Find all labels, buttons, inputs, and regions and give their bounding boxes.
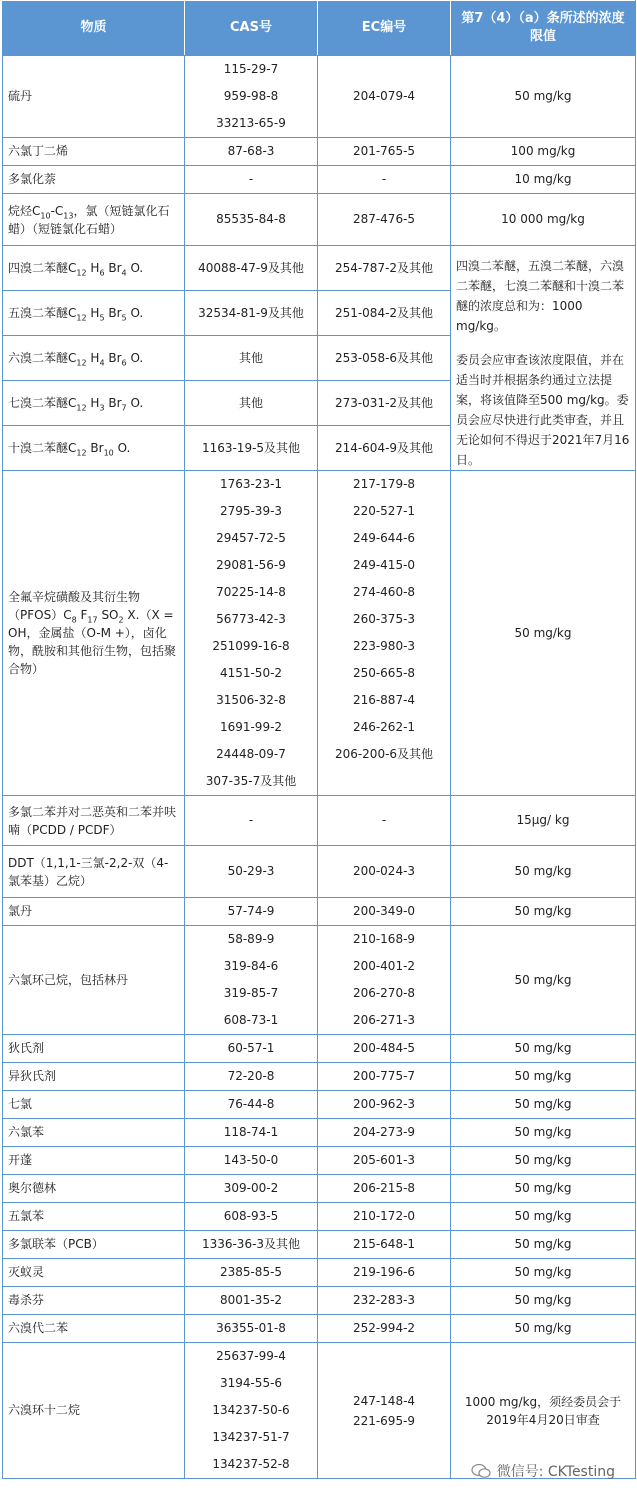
limit-cell: 10 000 mg/kg bbox=[451, 194, 636, 246]
cas-number: 2795-39-3 bbox=[219, 504, 283, 518]
ec-cell: 204-079-4 bbox=[318, 56, 451, 138]
cas-number: 959-98-8 bbox=[223, 89, 279, 103]
ec-cell: 200-775-7 bbox=[318, 1063, 451, 1091]
subscript: 12 bbox=[76, 357, 87, 367]
cas-cell: 87-68-3 bbox=[185, 138, 318, 166]
header-limit-line1: 第7（4）（a）条所述的浓度 bbox=[461, 11, 625, 26]
formula-text: O. bbox=[130, 305, 144, 320]
table-row bbox=[3, 1063, 636, 1091]
formula-text: H bbox=[90, 305, 100, 320]
substance-cell: 毒杀芬 bbox=[3, 1287, 185, 1315]
substance-cell bbox=[3, 426, 185, 471]
limit-cell: 100 mg/kg bbox=[451, 138, 636, 166]
formula-text: X.（X = OH，金属盐（O-M +），卤化物，酰胺和其他衍生物，包括聚合物） bbox=[8, 608, 177, 676]
limit-cell: 1000 mg/kg，须经委员会于2019年4月20日审查 bbox=[451, 1343, 636, 1479]
subscript: 6 bbox=[99, 267, 105, 277]
table-row bbox=[3, 138, 636, 166]
cas-number: 25637-99-4 bbox=[216, 1349, 286, 1363]
header-limit bbox=[451, 1, 636, 56]
limit-cell: 50 mg/kg bbox=[451, 1231, 636, 1259]
ec-cell: 205-601-3 bbox=[318, 1147, 451, 1175]
cas-cell bbox=[185, 56, 318, 138]
formula-text: ，氯（短链氯化石蜡）（短链氯化石蜡） bbox=[8, 203, 170, 236]
subscript: 6 bbox=[121, 357, 127, 367]
ec-cell: 200-349-0 bbox=[318, 898, 451, 926]
ec-number: 200-401-2 bbox=[352, 959, 416, 973]
cas-cell bbox=[185, 926, 318, 1035]
substance-cell bbox=[3, 471, 185, 796]
cas-cell: 309-00-2 bbox=[185, 1175, 318, 1203]
ec-number: 250-665-8 bbox=[352, 666, 416, 680]
subscript: 13 bbox=[63, 210, 74, 220]
table-row bbox=[3, 846, 636, 898]
limit-cell: 50 mg/kg bbox=[451, 1287, 636, 1315]
subscript: 10 bbox=[40, 210, 51, 220]
cas-cell: - bbox=[185, 796, 318, 846]
subscript: 4 bbox=[99, 357, 105, 367]
ec-cell bbox=[318, 1343, 451, 1479]
substance-cell: 六氯环己烷，包括林丹 bbox=[3, 926, 185, 1035]
substance-cell: DDT（1,1,1-三氯-2,2-双（4-氯苯基）乙烷） bbox=[3, 846, 185, 898]
subscript: 17 bbox=[87, 615, 98, 625]
header-substance: 物质 bbox=[3, 1, 185, 56]
watermark-text: 微信号: CKTesting bbox=[496, 1464, 615, 1480]
subscript: 12 bbox=[76, 447, 87, 457]
ec-cell: 252-994-2 bbox=[318, 1315, 451, 1343]
formula-text: 五溴二苯醚C bbox=[8, 305, 77, 320]
ec-number: 220-527-1 bbox=[352, 504, 416, 518]
cas-number: 29457-72-5 bbox=[216, 531, 286, 545]
cas-cell: 其他 bbox=[185, 381, 318, 426]
formula-text: H bbox=[90, 350, 100, 365]
wechat-icon bbox=[471, 1464, 491, 1478]
cas-cell: 2385-85-5 bbox=[185, 1259, 318, 1287]
limit-cell: 50 mg/kg bbox=[451, 1259, 636, 1287]
ec-number: 223-980-3 bbox=[352, 639, 416, 653]
ec-cell: - bbox=[318, 166, 451, 194]
formula-text: O. bbox=[130, 260, 144, 275]
ec-number: 206-200-6及其他 bbox=[334, 747, 434, 761]
table-row bbox=[3, 1259, 636, 1287]
ec-cell: 214-604-9及其他 bbox=[318, 426, 451, 471]
substance-cell: 六氯丁二烯 bbox=[3, 138, 185, 166]
table-row bbox=[3, 246, 636, 291]
substance-cell: 狄氏剂 bbox=[3, 1035, 185, 1063]
pbde-note-para2: 委员会应审查该浓度限值，并在适当时并根据条约通过立法提案，将该值降至500 mg/kg。委员会应尽快进行此类审查，并且无论如何不得迟于2021年7月16日。 bbox=[456, 353, 630, 467]
subscript: 3 bbox=[99, 402, 105, 412]
substance-cell: 异狄氏剂 bbox=[3, 1063, 185, 1091]
ec-number: 249-644-6 bbox=[352, 531, 416, 545]
cas-number: 115-29-7 bbox=[223, 62, 279, 76]
ec-cell: 273-031-2及其他 bbox=[318, 381, 451, 426]
subscript: 8 bbox=[71, 615, 77, 625]
limit-cell: 10 mg/kg bbox=[451, 166, 636, 194]
ec-cell: 215-648-1 bbox=[318, 1231, 451, 1259]
header-limit-line2: 限值 bbox=[529, 29, 556, 44]
ec-number: 217-179-8 bbox=[352, 477, 416, 491]
table-row bbox=[3, 796, 636, 846]
ec-number: 210-168-9 bbox=[352, 932, 416, 946]
table-row bbox=[3, 56, 636, 138]
subscript: 2 bbox=[118, 615, 124, 625]
formula-text: O. bbox=[130, 395, 144, 410]
table-row bbox=[3, 166, 636, 194]
formula-text: -C bbox=[50, 203, 64, 218]
ec-number: 246-262-1 bbox=[352, 720, 416, 734]
header-ec: EC编号 bbox=[318, 1, 451, 56]
substance-cell: 奥尔德林 bbox=[3, 1175, 185, 1203]
substance-cell: 灭蚁灵 bbox=[3, 1259, 185, 1287]
cas-number: 319-85-7 bbox=[223, 986, 279, 1000]
table-row bbox=[3, 898, 636, 926]
cas-cell: 50-29-3 bbox=[185, 846, 318, 898]
formula-text: 六溴二苯醚C bbox=[8, 350, 77, 365]
ec-number: 274-460-8 bbox=[352, 585, 416, 599]
formula-text: Br bbox=[108, 395, 122, 410]
table-row bbox=[3, 1203, 636, 1231]
formula-text: 七溴二苯醚C bbox=[8, 395, 77, 410]
substance-cell: 硫丹 bbox=[3, 56, 185, 138]
limit-cell: 50 mg/kg bbox=[451, 1091, 636, 1119]
substance-cell: 五氯苯 bbox=[3, 1203, 185, 1231]
limit-cell: 50 mg/kg bbox=[451, 1175, 636, 1203]
table-row bbox=[3, 1315, 636, 1343]
cas-cell bbox=[185, 471, 318, 796]
subscript: 4 bbox=[121, 267, 127, 277]
formula-text: O. bbox=[130, 350, 144, 365]
cas-number: 134237-51-7 bbox=[212, 1430, 290, 1444]
watermark bbox=[471, 1461, 615, 1481]
cas-cell: 1336-36-3及其他 bbox=[185, 1231, 318, 1259]
ec-number: 260-375-3 bbox=[352, 612, 416, 626]
substance-cell: 开蓬 bbox=[3, 1147, 185, 1175]
ec-cell: 200-962-3 bbox=[318, 1091, 451, 1119]
subscript: 12 bbox=[76, 267, 87, 277]
table-row bbox=[3, 1287, 636, 1315]
substance-cell bbox=[3, 246, 185, 291]
cas-cell: 1163-19-5及其他 bbox=[185, 426, 318, 471]
substance-cell bbox=[3, 194, 185, 246]
substance-cell: 氯丹 bbox=[3, 898, 185, 926]
cas-number: 70225-14-8 bbox=[216, 585, 286, 599]
ec-cell: 219-196-6 bbox=[318, 1259, 451, 1287]
cas-number: 58-89-9 bbox=[227, 932, 275, 946]
cas-number: 4151-50-2 bbox=[219, 666, 283, 680]
pbde-note-para1: 四溴二苯醚，五溴二苯醚，六溴二苯醚，七溴二苯醚和十溴二苯醚的浓度总和为：1000 mg/kg。 bbox=[456, 259, 625, 333]
cas-number: 1691-99-2 bbox=[219, 720, 283, 734]
limit-cell: 50 mg/kg bbox=[451, 471, 636, 796]
cas-number: 29081-56-9 bbox=[216, 558, 286, 572]
table-row bbox=[3, 1147, 636, 1175]
substance-cell: 七氯 bbox=[3, 1091, 185, 1119]
limit-cell: 50 mg/kg bbox=[451, 846, 636, 898]
cas-cell: 143-50-0 bbox=[185, 1147, 318, 1175]
cas-number: 608-73-1 bbox=[223, 1013, 279, 1027]
ec-cell: - bbox=[318, 796, 451, 846]
cas-number: 1763-23-1 bbox=[219, 477, 283, 491]
cas-cell: 60-57-1 bbox=[185, 1035, 318, 1063]
ec-number: 216-887-4 bbox=[352, 693, 416, 707]
pbde-note-cell bbox=[451, 246, 636, 471]
table-row bbox=[3, 926, 636, 1035]
ec-cell bbox=[318, 926, 451, 1035]
subscript: 5 bbox=[121, 312, 127, 322]
limit-cell: 50 mg/kg bbox=[451, 1203, 636, 1231]
formula-text: Br bbox=[108, 305, 122, 320]
cas-number: 31506-32-8 bbox=[216, 693, 286, 707]
ec-cell: 253-058-6及其他 bbox=[318, 336, 451, 381]
limit-cell: 50 mg/kg bbox=[451, 1147, 636, 1175]
table-row bbox=[3, 1343, 636, 1479]
cas-cell: - bbox=[185, 166, 318, 194]
cas-number: 33213-65-9 bbox=[216, 116, 286, 130]
cas-cell: 32534-81-9及其他 bbox=[185, 291, 318, 336]
limit-cell: 50 mg/kg bbox=[451, 56, 636, 138]
formula-text: 十溴二苯醚C bbox=[8, 440, 77, 455]
substance-cell bbox=[3, 336, 185, 381]
limit-cell: 50 mg/kg bbox=[451, 898, 636, 926]
substance-cell: 多氯联苯（PCB） bbox=[3, 1231, 185, 1259]
cas-cell: 40088-47-9及其他 bbox=[185, 246, 318, 291]
cas-cell: 72-20-8 bbox=[185, 1063, 318, 1091]
formula-text: 烷烃C bbox=[8, 203, 41, 218]
table-row bbox=[3, 1119, 636, 1147]
formula-text: 四溴二苯醚C bbox=[8, 260, 77, 275]
cas-cell bbox=[185, 1343, 318, 1479]
cas-cell: 85535-84-8 bbox=[185, 194, 318, 246]
cas-cell: 其他 bbox=[185, 336, 318, 381]
substance-cell bbox=[3, 381, 185, 426]
subscript: 12 bbox=[76, 402, 87, 412]
ec-number: 221-695-9 bbox=[352, 1413, 416, 1428]
table-row bbox=[3, 194, 636, 246]
cas-number: 134237-52-8 bbox=[212, 1457, 290, 1471]
ec-number: 249-415-0 bbox=[352, 558, 416, 572]
subscript: 5 bbox=[99, 312, 105, 322]
cas-number: 24448-09-7 bbox=[216, 747, 286, 761]
cas-cell: 57-74-9 bbox=[185, 898, 318, 926]
ec-number: 247-148-4 bbox=[352, 1393, 416, 1408]
limit-cell: 50 mg/kg bbox=[451, 1315, 636, 1343]
ec-cell: 200-484-5 bbox=[318, 1035, 451, 1063]
ec-cell: 200-024-3 bbox=[318, 846, 451, 898]
cas-cell: 8001-35-2 bbox=[185, 1287, 318, 1315]
cas-number: 319-84-6 bbox=[223, 959, 279, 973]
ec-number: 206-270-8 bbox=[352, 986, 416, 1000]
ec-cell: 204-273-9 bbox=[318, 1119, 451, 1147]
ec-cell: 206-215-8 bbox=[318, 1175, 451, 1203]
cas-number: 3194-55-6 bbox=[219, 1376, 283, 1390]
ec-cell bbox=[318, 471, 451, 796]
ec-cell: 287-476-5 bbox=[318, 194, 451, 246]
ec-cell: 232-283-3 bbox=[318, 1287, 451, 1315]
cas-number: 56773-42-3 bbox=[216, 612, 286, 626]
table-row bbox=[3, 471, 636, 796]
substance-cell: 多氯化萘 bbox=[3, 166, 185, 194]
formula-text: H bbox=[90, 260, 100, 275]
formula-text: H bbox=[90, 395, 100, 410]
cas-number: 134237-50-6 bbox=[212, 1403, 290, 1417]
cas-cell: 608-93-5 bbox=[185, 1203, 318, 1231]
cas-cell: 118-74-1 bbox=[185, 1119, 318, 1147]
ec-cell: 201-765-5 bbox=[318, 138, 451, 166]
substance-cell bbox=[3, 291, 185, 336]
table-row bbox=[3, 1091, 636, 1119]
formula-text: SO bbox=[101, 608, 119, 622]
substance-limits-table bbox=[2, 0, 636, 1479]
formula-text: Br bbox=[108, 260, 122, 275]
limit-cell: 15μg/ kg bbox=[451, 796, 636, 846]
limit-cell: 50 mg/kg bbox=[451, 1063, 636, 1091]
subscript: 7 bbox=[121, 402, 127, 412]
cas-cell: 76-44-8 bbox=[185, 1091, 318, 1119]
table-header-row bbox=[3, 1, 636, 56]
substance-cell: 多氯二苯并对二恶英和二苯并呋喃（PCDD / PCDF） bbox=[3, 796, 185, 846]
limit-cell: 50 mg/kg bbox=[451, 1119, 636, 1147]
formula-text: Br bbox=[90, 440, 104, 455]
substance-cell: 六溴环十二烷 bbox=[3, 1343, 185, 1479]
formula-text: F bbox=[80, 608, 88, 622]
formula-text: Br bbox=[108, 350, 122, 365]
formula-text: 全氟辛烷磺酸及其衍生物（PFOS）C bbox=[8, 590, 141, 622]
ec-cell: 251-084-2及其他 bbox=[318, 291, 451, 336]
header-cas: CAS号 bbox=[185, 1, 318, 56]
cas-number: 251099-16-8 bbox=[212, 639, 290, 653]
limit-cell: 50 mg/kg bbox=[451, 926, 636, 1035]
ec-cell: 254-787-2及其他 bbox=[318, 246, 451, 291]
substance-cell: 六氯苯 bbox=[3, 1119, 185, 1147]
ec-number: 206-271-3 bbox=[352, 1013, 416, 1027]
subscript: 12 bbox=[76, 312, 87, 322]
table-row bbox=[3, 1035, 636, 1063]
cas-cell: 36355-01-8 bbox=[185, 1315, 318, 1343]
table-row bbox=[3, 1231, 636, 1259]
limit-cell: 50 mg/kg bbox=[451, 1035, 636, 1063]
formula-text: O. bbox=[117, 440, 131, 455]
substance-cell: 六溴代二苯 bbox=[3, 1315, 185, 1343]
ec-cell: 210-172-0 bbox=[318, 1203, 451, 1231]
subscript: 10 bbox=[103, 447, 114, 457]
table-row bbox=[3, 1175, 636, 1203]
cas-number: 307-35-7及其他 bbox=[205, 774, 297, 788]
